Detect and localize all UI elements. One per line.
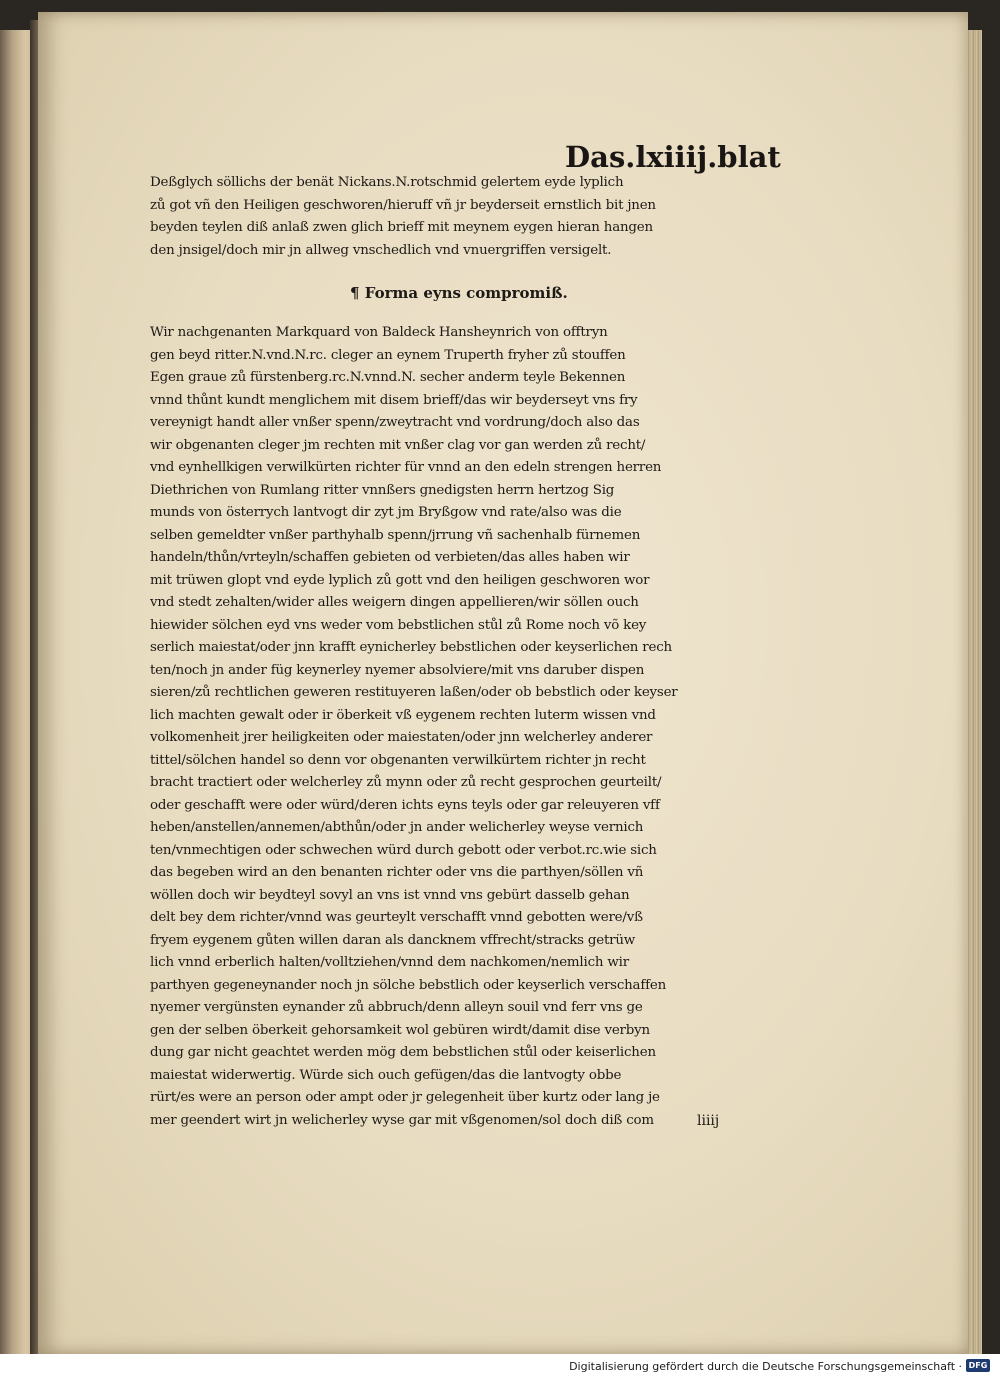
text-line: Diethrichen von Rumlang ritter vnnßers gnedigsten herrn hertzog Sig <box>150 482 615 498</box>
text-line: vnnd thůnt kundt menglichem mit disem brieff/das wir beyderseyt vns fry <box>150 392 638 408</box>
text-line: parthyen gegeneynander noch jn sölche bebstlich oder keyserlich verschaffen <box>150 977 667 993</box>
intro-paragraph <box>150 172 770 262</box>
text-line: ten/vnmechtigen oder schwechen würd durch gebott oder verbot.rc.wie sich <box>150 842 657 858</box>
text-line: handeln/thůn/vrteyln/schaffen gebieten od verbieten/das alles haben wir <box>150 550 630 565</box>
text-line: dung gar nicht geachtet werden mög dem bebstlichen stůl oder keiserlichen <box>150 1045 656 1060</box>
text-line: selben gemeldter vnßer parthyhalb spenn/jrrung vñ sachenhalb fürnemen <box>150 527 641 543</box>
text-line: vereynigt handt aller vnßer spenn/zweytracht vnd vordrung/doch also das <box>150 415 640 430</box>
text-line: Deßglych söllichs der benät Nickans.N.rotschmid gelertem eyde lyplich <box>150 175 624 190</box>
text-line: delt bey dem richter/vnnd was geurteylt verschafft vnnd gebotten were/vß <box>150 910 643 925</box>
text-line: beyden teylen diß anlaß zwen glich brieff mit meynem eygen hieran hangen <box>150 220 653 235</box>
text-line: gen beyd ritter.N.vnd.N.rc. cleger an eynem Truperth fryher zů stouffen <box>150 347 626 363</box>
section-title: ¶ Forma eyns compromiß. <box>350 284 568 302</box>
text-line: vnd eynhellkigen verwilkürten richter für vnnd an den edeln strengen herren <box>150 460 662 475</box>
text-line: rürt/es were an person oder ampt oder jr gelegenheit über kurtz oder lang je <box>150 1090 660 1105</box>
text-line: mit trüwen glopt vnd eyde lyplich zů gott vnd den heiligen geschworen wor <box>150 572 650 588</box>
compromise-text <box>150 322 770 1132</box>
text-line: den jnsigel/doch mir jn allweg vnschedlich vnd vnuergriffen versigelt. <box>150 242 612 258</box>
text-line: ten/noch jn ander füg keynerley nyemer absolviere/mit vns daruber dispen <box>150 662 645 678</box>
text-line: volkomenheit jrer heiligkeiten oder maiestaten/oder jnn welcherley anderer <box>150 730 653 745</box>
text-line: nyemer vergünsten eynander zů abbruch/denn alleyn souil vnd ferr vns ge <box>150 1000 643 1015</box>
text-line: wöllen doch wir beydteyl sovyl an vns ist vnnd vns gebürt dasselb gehan <box>150 887 630 903</box>
text-line: munds von österrych lantvogt dir zyt jm Bryßgow vnd rate/also was die <box>150 505 622 520</box>
funding-credit: Digitalisierung gefördert durch die Deutsche Forschungsgemeinschaft · <box>569 1360 962 1373</box>
text-line: oder geschafft were oder würd/deren ichts eyns teyls oder gar releuyeren vff <box>150 797 660 813</box>
signature-mark: liiij <box>697 1113 720 1129</box>
text-line: vnd stedt zehalten/wider alles weigern dingen appellieren/wir söllen ouch <box>150 595 639 610</box>
text-line: gen der selben öberkeit gehorsamkeit wol gebüren wirdt/damit dise verbyn <box>150 1022 650 1038</box>
text-line: mer geendert wirt jn welicherley wyse gar mit vßgenomen/sol doch diß com <box>150 1112 654 1128</box>
text-line: bracht tractiert oder welcherley zů mynn oder zů recht gesprochen geurteilt/ <box>150 775 662 790</box>
page-heading: Das.lxiiij.blat <box>565 140 781 174</box>
text-line: zů got vñ den Heiligen geschworen/hieruff vñ jr beyderseit ernstlich bit jnen <box>150 197 656 213</box>
text-line: fryem eygenem gůten willen daran als dancknem vffrecht/stracks getrüw <box>150 932 636 948</box>
dfg-logo-icon: DFG <box>966 1359 990 1372</box>
text-line: tittel/sölchen handel so denn vor obgenanten verwilkürtem richter jn recht <box>150 752 646 768</box>
text-line: wir obgenanten cleger jm rechten mit vnßer clag vor gan werden zů recht/ <box>150 437 646 453</box>
text-line: das begeben wird an den benanten richter oder vns die parthyen/söllen vñ <box>150 865 644 880</box>
text-line: maiestat widerwertig. Würde sich ouch gefügen/das die lantvogty obbe <box>150 1067 622 1083</box>
text-line: serlich maiestat/oder jnn krafft eynicherley bebstlichen oder keyserlichen rech <box>150 640 672 655</box>
text-line: lich machten gewalt oder ir öberkeit vß eygenem rechten luterm wissen vnd <box>150 707 656 723</box>
text-line: heben/anstellen/annemen/abthůn/oder jn ander welicherley weyse vernich <box>150 820 644 835</box>
text-line: hiewider sölchen eyd vns weder vom bebstlichen stůl zů Rome noch võ key <box>150 617 647 633</box>
text-line: sieren/zů rechtlichen geweren restituyeren laßen/oder ob bebstlich oder keyser <box>150 685 678 700</box>
text-line: lich vnnd erberlich halten/volltziehen/vnnd dem nachkomen/nemlich wir <box>150 955 629 970</box>
text-line: Wir nachgenanten Markquard von Baldeck Hansheynrich von offtryn <box>150 325 608 340</box>
text-line: Egen graue zů fürstenberg.rc.N.vnnd.N. secher anderm teyle Bekennen <box>150 370 626 385</box>
